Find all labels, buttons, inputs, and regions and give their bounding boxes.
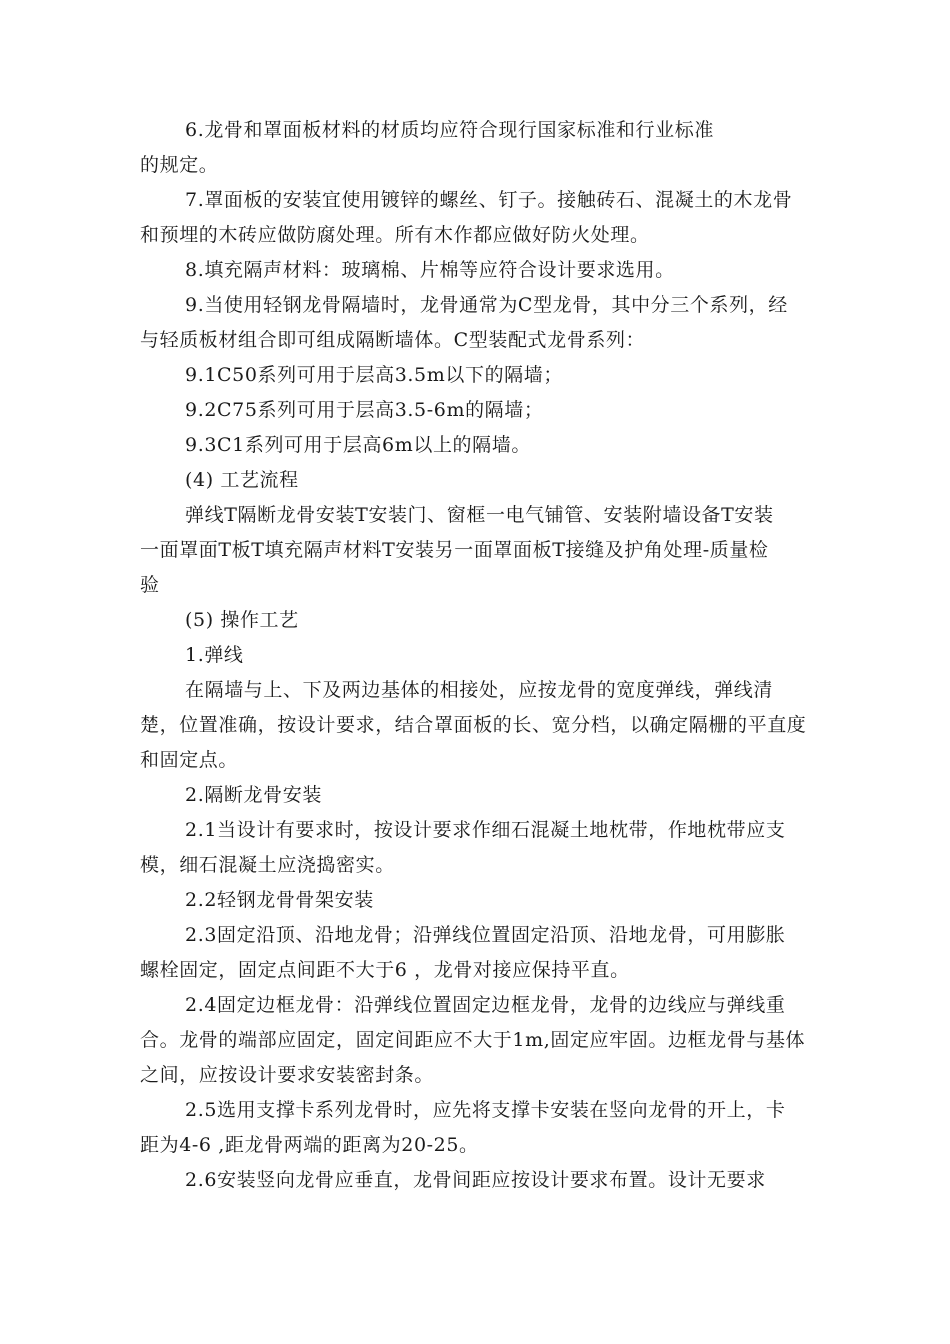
paragraph-line: 之间，应按设计要求安装密封条。 bbox=[140, 1064, 435, 1086]
paragraph-line: 9.2C75系列可用于层高3.5-6m的隔墙； bbox=[185, 399, 544, 421]
paragraph-line: 2.6安装竖向龙骨应垂直，龙骨间距应按设计要求布置。设计无要求 bbox=[185, 1169, 766, 1191]
paragraph-line: 和固定点。 bbox=[140, 749, 239, 771]
paragraph-line: 螺栓固定，固定点间距不大于6 ，龙骨对接应保持平直。 bbox=[140, 959, 630, 981]
paragraph bbox=[140, 253, 828, 288]
paragraph bbox=[140, 1163, 828, 1198]
document-body bbox=[140, 113, 828, 1198]
paragraph bbox=[140, 673, 828, 778]
paragraph-line: 9.1C50系列可用于层高3.5m以下的隔墙； bbox=[185, 364, 563, 386]
paragraph bbox=[140, 463, 828, 498]
paragraph-line: 8.填充隔声材料：玻璃棉、片棉等应符合设计要求选用。 bbox=[185, 259, 675, 281]
paragraph bbox=[140, 813, 828, 883]
paragraph-line: 1.弹线 bbox=[185, 644, 244, 666]
paragraph bbox=[140, 1093, 828, 1163]
paragraph bbox=[140, 183, 828, 253]
paragraph-line: 验 bbox=[140, 574, 160, 596]
paragraph-line: 合。龙骨的端部应固定，固定间距应不大于1m,固定应牢固。边框龙骨与基体 bbox=[140, 1029, 806, 1051]
paragraph bbox=[140, 603, 828, 638]
paragraph-line: 与轻质板材组合即可组成隔断墙体。C型装配式龙骨系列： bbox=[140, 329, 646, 351]
paragraph-container bbox=[140, 113, 828, 1198]
paragraph-line: 弹线T隔断龙骨安装T安装门、窗框一电气铺管、安装附墙设备T安装 bbox=[185, 504, 774, 526]
paragraph-line: 2.5选用支撑卡系列龙骨时，应先将支撑卡安装在竖向龙骨的开上，卡 bbox=[185, 1099, 786, 1121]
paragraph bbox=[140, 288, 828, 358]
paragraph bbox=[140, 428, 828, 463]
paragraph-line: 9.当使用轻钢龙骨隔墙时，龙骨通常为C型龙骨，其中分三个系列，经 bbox=[185, 294, 788, 316]
paragraph bbox=[140, 638, 828, 673]
paragraph-line: 距为4-6 ,距龙骨两端的距离为20-25。 bbox=[140, 1134, 479, 1156]
paragraph-line: (4) 工艺流程 bbox=[185, 469, 299, 491]
paragraph bbox=[140, 918, 828, 988]
paragraph bbox=[140, 778, 828, 813]
paragraph-line: (5) 操作工艺 bbox=[185, 609, 299, 631]
paragraph-line: 7.罩面板的安装宜使用镀锌的螺丝、钉子。接触砖石、混凝土的木龙骨 bbox=[185, 189, 793, 211]
paragraph-line: 楚，位置准确，按设计要求，结合罩面板的长、宽分档，以确定隔栅的平直度 bbox=[140, 714, 807, 736]
paragraph bbox=[140, 498, 828, 603]
paragraph bbox=[140, 358, 828, 393]
paragraph-line: 2.2轻钢龙骨骨架安装 bbox=[185, 889, 374, 911]
paragraph bbox=[140, 988, 828, 1093]
paragraph-line: 2.隔断龙骨安装 bbox=[185, 784, 322, 806]
paragraph-line: 9.3C1系列可用于层高6m以上的隔墙。 bbox=[185, 434, 531, 456]
paragraph bbox=[140, 883, 828, 918]
paragraph-line: 在隔墙与上、下及两边基体的相接处，应按龙骨的宽度弹线，弹线清 bbox=[185, 679, 774, 701]
paragraph-line: 6.龙骨和罩面板材料的材质均应符合现行国家标准和行业标准 bbox=[185, 119, 714, 141]
paragraph-line: 2.3固定沿顶、沿地龙骨；沿弹线位置固定沿顶、沿地龙骨，可用膨胀 bbox=[185, 924, 786, 946]
paragraph-line: 一面罩面T板T填充隔声材料T安装另一面罩面板T接缝及护角处理-质量检 bbox=[140, 539, 769, 561]
paragraph-line: 2.1当设计有要求时，按设计要求作细石混凝土地枕带，作地枕带应支 bbox=[185, 819, 786, 841]
paragraph-line: 2.4固定边框龙骨：沿弹线位置固定边框龙骨，龙骨的边线应与弹线重 bbox=[185, 994, 786, 1016]
paragraph-line: 模，细石混凝土应浇捣密实。 bbox=[140, 854, 395, 876]
paragraph-line: 的规定。 bbox=[140, 154, 219, 176]
paragraph-line: 和预埋的木砖应做防腐处理。所有木作都应做好防火处理。 bbox=[140, 224, 650, 246]
paragraph bbox=[140, 393, 828, 428]
paragraph bbox=[140, 113, 828, 183]
